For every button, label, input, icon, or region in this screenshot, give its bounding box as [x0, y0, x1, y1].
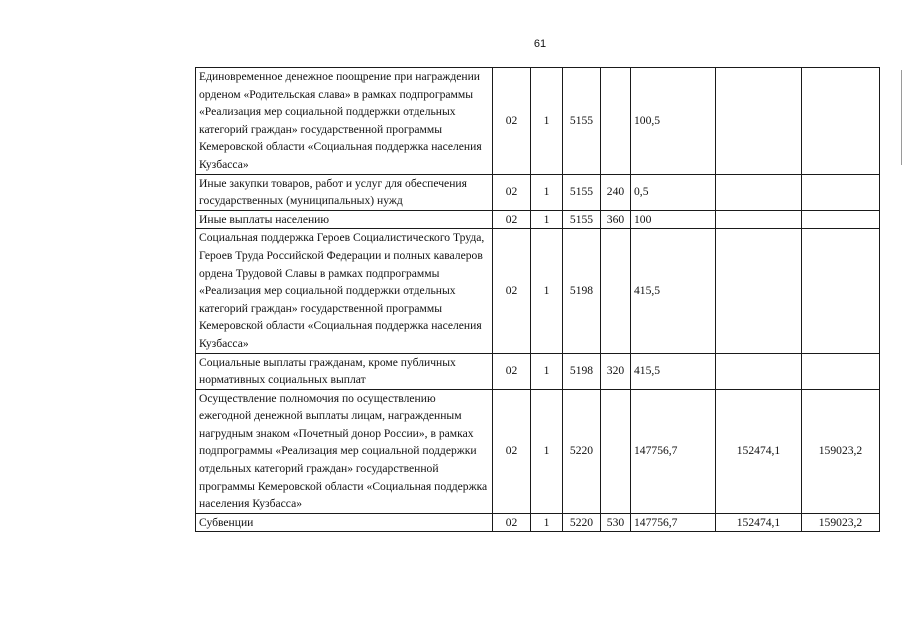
- cell-amount-year2: 152474,1: [716, 389, 802, 513]
- table-row: [196, 210, 880, 229]
- cell-subsection: 1: [531, 68, 563, 175]
- cell-name: Осуществление полномочия по осуществлению ежегодной денежной выплаты лицам, награжденным нагрудным знаком «Почетный донор России», в рамках подпрограммы «Реализация мер социальной поддержки отдельных категорий граждан» государственной программы Кемеровской области «Социальная поддержка населения Кузбасса»: [196, 389, 493, 513]
- cell-subsection: 1: [531, 210, 563, 229]
- cell-amount-year1: 100,5: [631, 68, 716, 175]
- cell-section: 02: [493, 513, 531, 532]
- table-row: [196, 174, 880, 210]
- cell-name: Субвенции: [196, 513, 493, 532]
- table-row: [196, 389, 880, 513]
- page-number: 61: [533, 38, 547, 50]
- cell-subsection: 1: [531, 513, 563, 532]
- cell-amount-year3: 159023,2: [802, 389, 880, 513]
- budget-table-body: [196, 68, 880, 532]
- cell-target-article: 5155: [563, 174, 601, 210]
- cell-name: Иные выплаты населению: [196, 210, 493, 229]
- table-row: [196, 513, 880, 532]
- cell-amount-year1: 147756,7: [631, 513, 716, 532]
- cell-section: 02: [493, 210, 531, 229]
- cell-expense-type: [601, 229, 631, 353]
- cell-amount-year2: [716, 210, 802, 229]
- cell-section: 02: [493, 174, 531, 210]
- cell-subsection: 1: [531, 353, 563, 389]
- scan-edge-mark: [901, 70, 902, 165]
- cell-amount-year3: [802, 174, 880, 210]
- cell-amount-year1: 0,5: [631, 174, 716, 210]
- cell-amount-year2: [716, 229, 802, 353]
- cell-amount-year3: 159023,2: [802, 513, 880, 532]
- cell-amount-year3: [802, 353, 880, 389]
- budget-table: [195, 67, 880, 532]
- cell-name: Социальные выплаты гражданам, кроме публичных нормативных социальных выплат: [196, 353, 493, 389]
- cell-amount-year1: 100: [631, 210, 716, 229]
- cell-expense-type: 320: [601, 353, 631, 389]
- cell-target-article: 5155: [563, 68, 601, 175]
- cell-amount-year3: [802, 210, 880, 229]
- cell-amount-year2: [716, 174, 802, 210]
- cell-amount-year3: [802, 68, 880, 175]
- cell-section: 02: [493, 68, 531, 175]
- cell-target-article: 5220: [563, 513, 601, 532]
- cell-amount-year2: [716, 353, 802, 389]
- cell-name: Социальная поддержка Героев Социалистического Труда, Героев Труда Российской Федерации и полных кавалеров ордена Трудовой Славы в рамках подпрограммы «Реализация мер социальной поддержки отдельных категорий граждан» государственной программы Кемеровской области «Социальная поддержка населения Кузбасса»: [196, 229, 493, 353]
- cell-amount-year2: [716, 68, 802, 175]
- cell-expense-type: 240: [601, 174, 631, 210]
- cell-target-article: 5198: [563, 353, 601, 389]
- cell-name: Единовременное денежное поощрение при награждении орденом «Родительская слава» в рамках подпрограммы «Реализация мер социальной поддержки отдельных категорий граждан» государственной программы Кемеровской области «Социальная поддержка населения Кузбасса»: [196, 68, 493, 175]
- cell-expense-type: 530: [601, 513, 631, 532]
- table-row: [196, 353, 880, 389]
- cell-amount-year2: 152474,1: [716, 513, 802, 532]
- cell-expense-type: 360: [601, 210, 631, 229]
- cell-expense-type: [601, 68, 631, 175]
- cell-amount-year1: 147756,7: [631, 389, 716, 513]
- cell-section: 02: [493, 389, 531, 513]
- cell-section: 02: [493, 353, 531, 389]
- table-row: [196, 68, 880, 175]
- table-row: [196, 229, 880, 353]
- cell-subsection: 1: [531, 389, 563, 513]
- cell-amount-year3: [802, 229, 880, 353]
- cell-subsection: 1: [531, 174, 563, 210]
- cell-amount-year1: 415,5: [631, 353, 716, 389]
- cell-name: Иные закупки товаров, работ и услуг для обеспечения государственных (муниципальных) нужд: [196, 174, 493, 210]
- cell-target-article: 5198: [563, 229, 601, 353]
- cell-target-article: 5155: [563, 210, 601, 229]
- cell-subsection: 1: [531, 229, 563, 353]
- cell-expense-type: [601, 389, 631, 513]
- cell-amount-year1: 415,5: [631, 229, 716, 353]
- cell-section: 02: [493, 229, 531, 353]
- cell-target-article: 5220: [563, 389, 601, 513]
